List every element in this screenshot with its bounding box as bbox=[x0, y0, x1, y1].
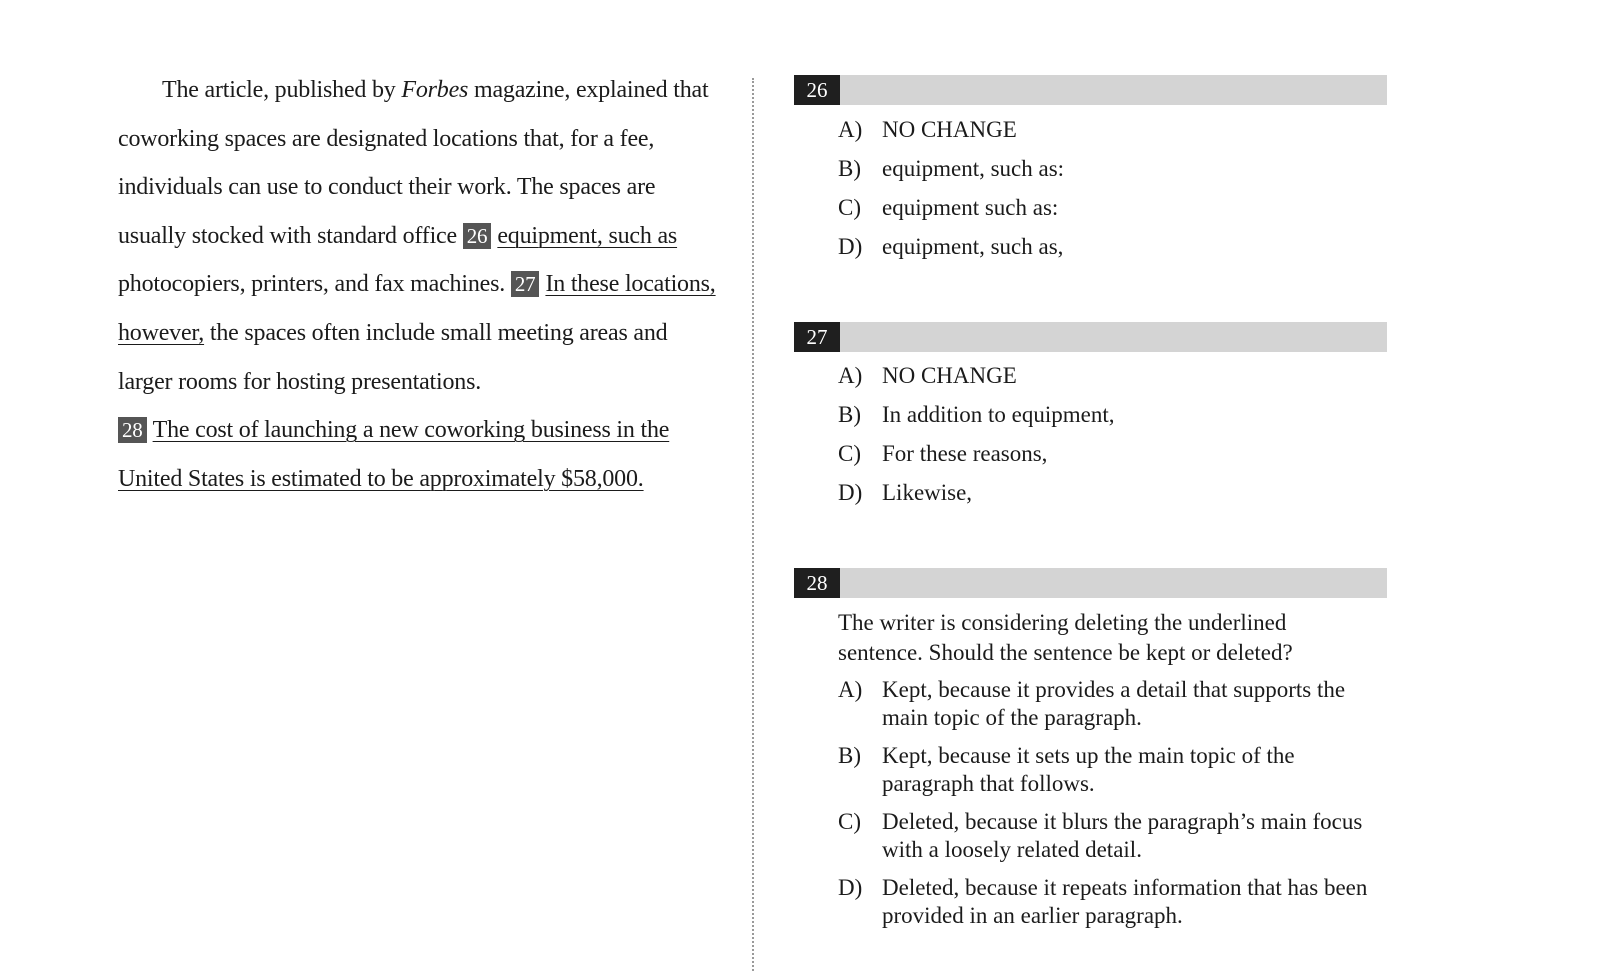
option-label: D) bbox=[838, 234, 863, 259]
answer-option-c[interactable] bbox=[838, 188, 1387, 227]
option-text: Kept, because it provides a detail that supports the main topic of the paragraph. bbox=[882, 677, 1346, 730]
question-28 bbox=[794, 568, 1387, 940]
option-text: equipment, such as, bbox=[882, 234, 1064, 259]
answer-option-b[interactable] bbox=[838, 395, 1387, 434]
question-marker-28[interactable]: 28 bbox=[118, 417, 147, 443]
option-text: NO CHANGE bbox=[882, 363, 1017, 388]
option-text: Kept, because it sets up the main topic of the paragraph that follows. bbox=[882, 743, 1295, 796]
passage-text: The article, published by bbox=[162, 77, 402, 103]
option-label: A) bbox=[838, 117, 863, 142]
option-label: B) bbox=[838, 402, 861, 427]
option-text: Deleted, because it repeats information that has been provided in an earlier paragraph. bbox=[882, 875, 1368, 928]
option-label: D) bbox=[838, 480, 863, 505]
question-number: 26 bbox=[794, 75, 840, 105]
answer-option-b[interactable] bbox=[838, 149, 1387, 188]
option-label: A) bbox=[838, 677, 863, 702]
option-text: Deleted, because it blurs the paragraph’s main focus with a loosely related detail. bbox=[882, 809, 1363, 862]
answer-option-a[interactable] bbox=[838, 676, 1387, 732]
underlined-portion-26[interactable]: equipment, such as bbox=[497, 222, 678, 249]
question-marker-27[interactable]: 27 bbox=[511, 271, 540, 297]
answer-option-b[interactable] bbox=[838, 742, 1387, 798]
option-label: B) bbox=[838, 743, 861, 768]
option-label: C) bbox=[838, 195, 861, 220]
answer-option-d[interactable] bbox=[838, 874, 1387, 930]
underlined-portion-27[interactable]: In these locations, however, bbox=[118, 271, 716, 346]
underlined-portion-28[interactable]: The cost of launching a new coworking business in the United States is estimated to be approximately $58,000. bbox=[118, 417, 670, 492]
answer-option-a[interactable] bbox=[838, 356, 1387, 395]
passage-italic-title: Forbes bbox=[401, 77, 469, 103]
passage-text: the spaces often include small meeting areas and larger rooms for hosting presentations. bbox=[118, 319, 668, 395]
option-label: C) bbox=[838, 809, 861, 834]
answer-option-d[interactable] bbox=[838, 473, 1387, 512]
option-text: For these reasons, bbox=[882, 441, 1048, 466]
passage-text: magazine, explained that coworking spaces are designated locations that, for a fee, individuals can use to conduct their work. The spaces are usually stocked with standard office bbox=[118, 77, 709, 249]
answer-option-a[interactable] bbox=[838, 110, 1387, 149]
option-text: equipment, such as: bbox=[882, 156, 1065, 181]
option-text: In addition to equipment, bbox=[882, 402, 1115, 427]
question-stem: The writer is considering deleting the underlined sentence. Should the sentence be kept or deleted? bbox=[838, 610, 1293, 665]
column-divider bbox=[752, 78, 754, 971]
option-text: NO CHANGE bbox=[882, 117, 1017, 142]
answer-options bbox=[838, 676, 1387, 930]
question-marker-26[interactable]: 26 bbox=[463, 223, 492, 249]
passage bbox=[118, 66, 718, 503]
option-text: equipment such as: bbox=[882, 195, 1059, 220]
option-label: B) bbox=[838, 156, 861, 181]
question-header-bar bbox=[794, 568, 1387, 598]
answer-options bbox=[838, 356, 1387, 512]
option-label: D) bbox=[838, 875, 863, 900]
question-26 bbox=[794, 75, 1387, 266]
question-number: 28 bbox=[794, 568, 840, 598]
question-header-bar bbox=[794, 322, 1387, 352]
option-label: A) bbox=[838, 363, 863, 388]
question-number: 27 bbox=[794, 322, 840, 352]
answer-option-d[interactable] bbox=[838, 227, 1387, 266]
passage-text: photocopiers, printers, and fax machines. bbox=[118, 271, 511, 298]
option-text: Likewise, bbox=[882, 480, 973, 505]
question-header-bar bbox=[794, 75, 1387, 105]
option-label: C) bbox=[838, 441, 861, 466]
answer-options bbox=[838, 110, 1387, 266]
question-27 bbox=[794, 322, 1387, 512]
answer-option-c[interactable] bbox=[838, 808, 1387, 864]
passage-paragraph bbox=[118, 66, 718, 503]
answer-option-c[interactable] bbox=[838, 434, 1387, 473]
